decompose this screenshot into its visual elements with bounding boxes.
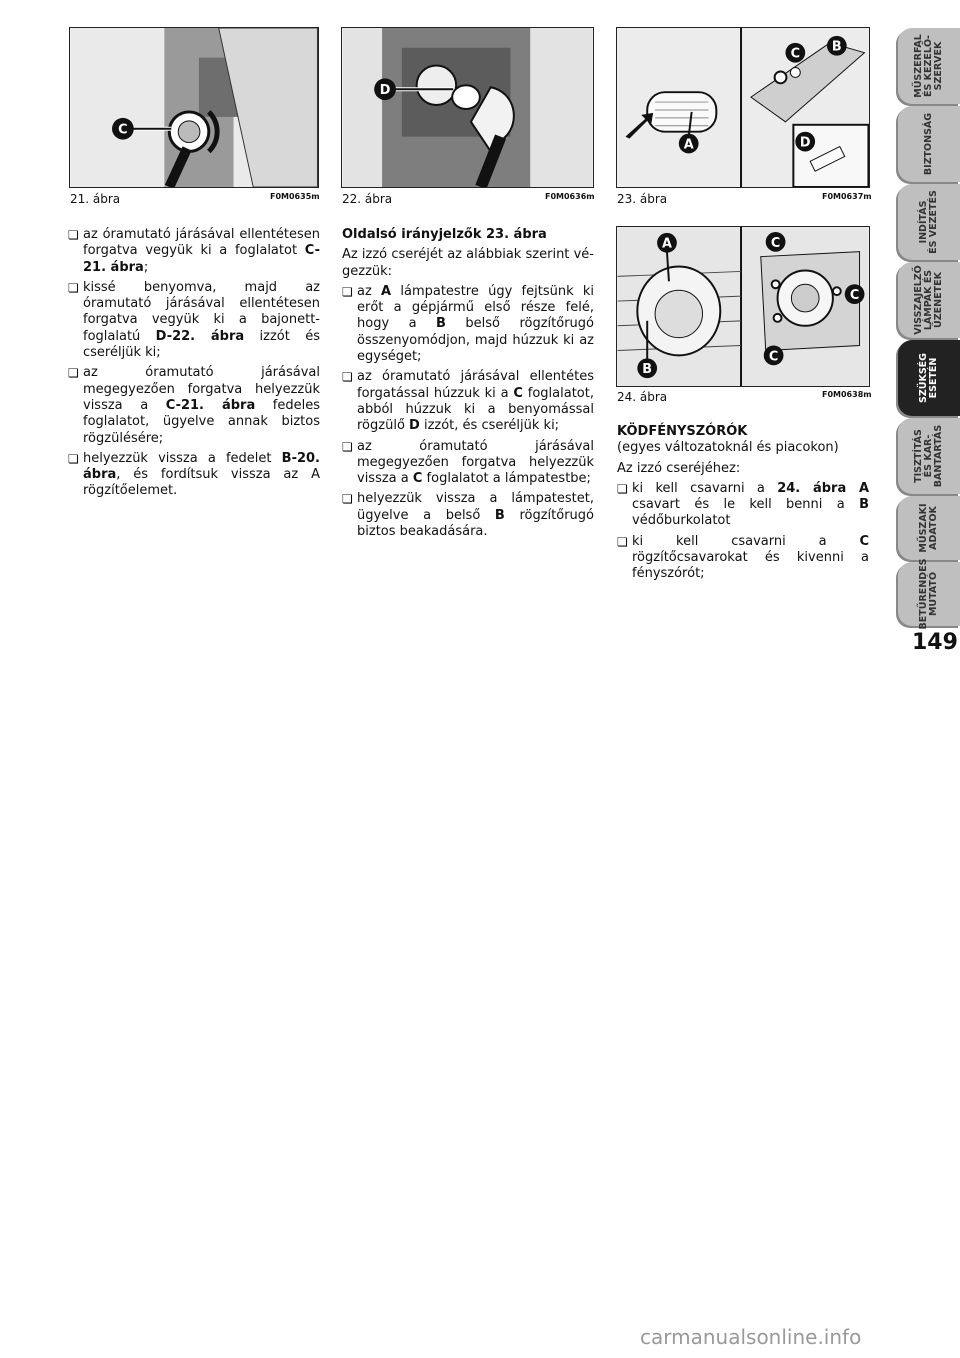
list-item: ❏ ki kell csavarni a C rögzítőcsavarokat és kivenni a fényszórót; <box>617 534 869 583</box>
figure-24-image <box>616 226 870 387</box>
figure-22-image <box>341 27 594 188</box>
list-item: ❏ az óramutató járásával ellentétes forgatással húzzuk ki a C foglalatot, abból húzzuk ki a benyomással rögzülő D izzót, és cseréljük ki; <box>342 369 594 434</box>
figure-23-label-b: B <box>831 39 842 55</box>
figure-23-label-a: A <box>683 137 694 153</box>
figure-21-label-c: C <box>118 122 128 138</box>
figure-23-image <box>616 27 870 188</box>
figure-24-label-b: B <box>642 362 653 378</box>
section-intro: Az izzó cseréjéhez: <box>617 460 741 476</box>
list-item: ❏ kissé benyomva, majd az óramutató járásával ellentétesen forgatva vegyük ki a bajonett-foglalatú D-22. ábra izzót és cseréljük ki; <box>68 280 320 361</box>
list-item: ❏ helyezzük vissza a fedelet B-20. ábra, és fordítsuk vissza az A rögzítőelemet. <box>68 451 320 500</box>
figure-22-label-d: D <box>379 83 391 99</box>
section-intro: Az izzó cseréjét az alábbiak szerint végezzük: <box>342 247 594 279</box>
figure-23-caption: 23. ábra <box>617 192 668 206</box>
tab-emergency[interactable]: SZÜKSÉG ESETÉN <box>898 340 960 416</box>
watermark: carmanualsonline.info <box>640 1325 862 1349</box>
section-heading-side-indicators: Oldalsó irányjelzők 23. ábra <box>342 227 547 242</box>
tab-technical-data[interactable]: MŰSZAKI ADATOK <box>898 496 960 560</box>
figure-23-code: F0M0637m <box>822 192 872 201</box>
column-1-text <box>68 227 320 504</box>
column-1-list <box>68 227 320 500</box>
tab-safety[interactable]: BIZTONSÁG <box>898 106 960 182</box>
tab-warning-lights[interactable]: VISSZAJELZŐ LÁMPÁK ÉS ÜZENETEK <box>898 262 960 338</box>
figure-24-label-a: A <box>661 236 672 252</box>
tab-cleaning-maintenance[interactable]: TISZTÍTÁS ÉS KAR- BANTARTÁS <box>898 418 960 494</box>
figure-24-code: F0M0638m <box>822 390 872 399</box>
list-item: ❏ az óramutató járásával megegyezően forgatva helyezzük vissza a C-21. ábra fedeles foglalatot, ügyelve annak biztos rögzülésére; <box>68 365 320 446</box>
column-2-text <box>342 227 594 544</box>
figure-24-caption: 24. ábra <box>617 390 668 404</box>
figure-22-caption: 22. ábra <box>342 192 393 206</box>
tab-index[interactable]: BETŰRENDES MUTATÓ <box>898 562 960 626</box>
figure-24-label-c-top: C <box>770 235 781 251</box>
list-item: ❏ az A lámpatestre úgy fejtsünk ki erőt a gépjármű első része felé, hogy a B belső rögzítőrugó összenyomódjon, majd húzzuk ki az egységet; <box>342 284 594 365</box>
figure-22-code: F0M0636m <box>545 192 595 201</box>
tab-starting-driving[interactable]: INDÍTÁS ÉS VEZETÉS <box>898 184 960 260</box>
list-item: ❏ ki kell csavarni a 24. ábra A csavart és le kell benni a B védőburkolatot <box>617 481 869 530</box>
figure-24-label-c-bottom: C <box>768 349 779 365</box>
section-subheading: (egyes változatoknál és piacokon) <box>617 440 839 456</box>
page-number: 149 <box>912 630 958 655</box>
column-3-list <box>617 481 869 583</box>
figure-21-image <box>69 27 319 188</box>
figure-23-label-c: C <box>790 46 801 62</box>
list-item: ❏ az óramutató járásával ellentétesen forgatva vegyük ki a foglalatot C-21. ábra; <box>68 227 320 276</box>
tab-dashboard-controls[interactable]: MŰSZERFAL ÉS KEZELŐ- SZERVEK <box>898 28 960 104</box>
list-item: ❏ az óramutató járásával megegyezően forgatva helyezzük vissza a C foglalatot a lámpatestbe; <box>342 439 594 488</box>
column-3-text <box>617 424 869 587</box>
figure-21-code: F0M0635m <box>270 192 320 201</box>
figure-21-caption: 21. ábra <box>70 192 121 206</box>
section-heading-fog-lights: KÖDFÉNYSZÓRÓK <box>617 424 748 439</box>
figure-24-label-c-right: C <box>849 288 860 304</box>
column-2-list <box>342 284 594 540</box>
list-item: ❏ helyezzük vissza a lámpatestet, ügyelve a belső B rögzítőrugó biztos beakadására. <box>342 491 594 540</box>
figure-23-label-d: D <box>799 135 811 151</box>
